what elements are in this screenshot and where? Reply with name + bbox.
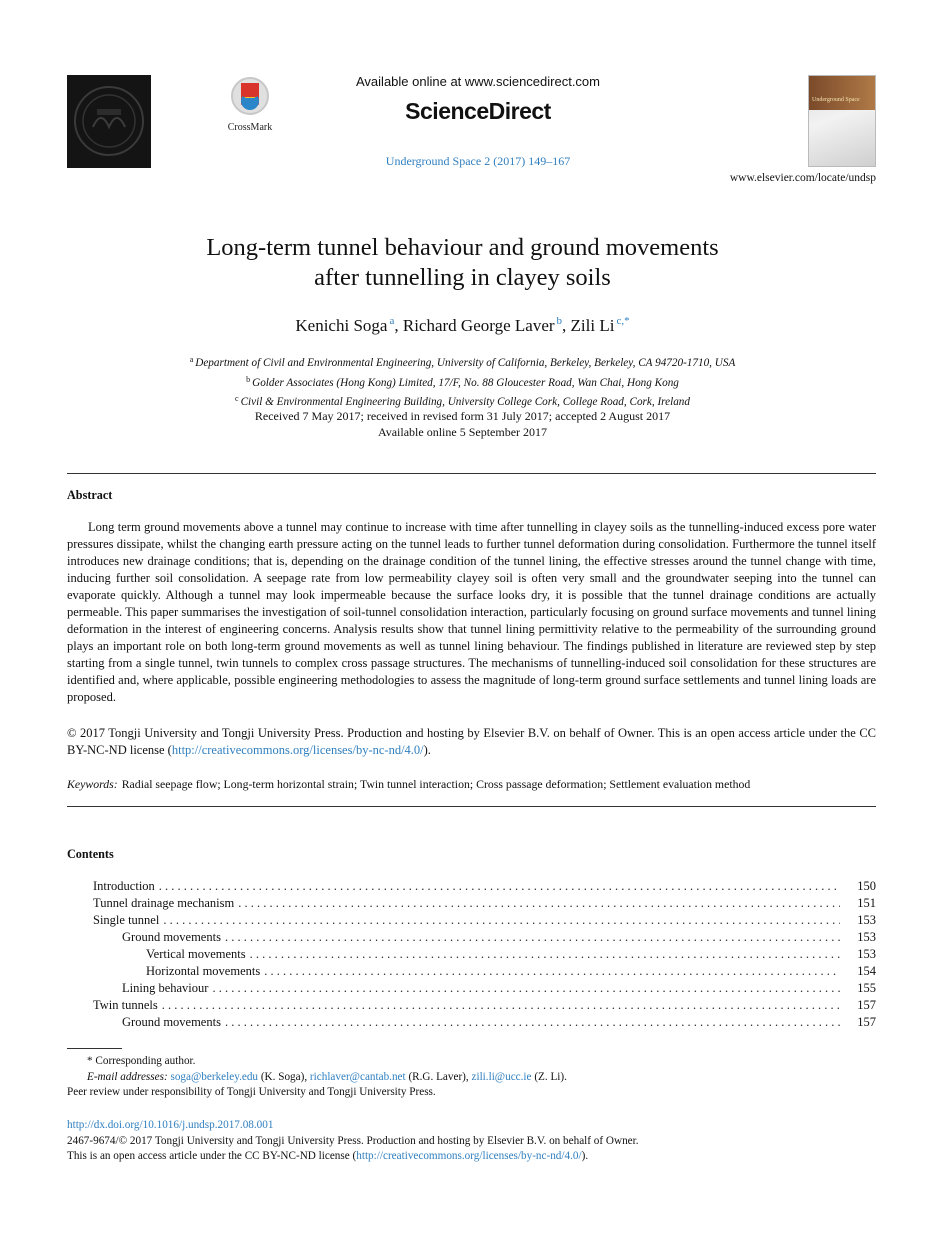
- footnotes: [67, 1054, 876, 1101]
- article-history: [60, 408, 865, 440]
- toc-entry[interactable]: [122, 981, 876, 998]
- divider: [67, 473, 876, 474]
- author-name[interactable]: Kenichi Soga: [295, 316, 388, 335]
- journal-reference-link[interactable]: Underground Space 2 (2017) 149–167: [385, 154, 571, 168]
- email-owner: (K. Soga),: [258, 1070, 310, 1083]
- title-line-2: after tunnelling in clayey soils: [314, 264, 611, 291]
- toc-entry-page: 157: [857, 998, 876, 1012]
- contents-heading: Contents: [67, 847, 114, 861]
- affiliation: [60, 352, 865, 372]
- toc-entry[interactable]: [93, 913, 876, 930]
- email-link[interactable]: richlaver@cantab.net: [309, 1070, 406, 1083]
- toc-leader: [250, 947, 840, 962]
- university-seal-logo: [67, 75, 151, 168]
- author-affiliation-mark[interactable]: b: [556, 315, 563, 327]
- toc-entry-title: Vertical movements: [146, 947, 246, 961]
- open-access-note: [67, 1149, 876, 1165]
- toc-entry-page: 154: [857, 964, 876, 978]
- toc-entry[interactable]: [146, 947, 876, 964]
- email-owner: (Z. Li).: [531, 1070, 567, 1083]
- keywords: [67, 777, 876, 792]
- affiliations: [60, 352, 865, 411]
- email-label: E-mail addresses:: [87, 1070, 168, 1083]
- abstract-heading: Abstract: [67, 488, 113, 502]
- corresponding-author-note: * Corresponding author.: [87, 1055, 196, 1067]
- keywords-label: Keywords:: [67, 777, 118, 791]
- footnote-divider: [67, 1048, 122, 1049]
- toc-entry-title: Ground movements: [122, 1015, 221, 1029]
- toc-entry[interactable]: [93, 879, 876, 896]
- cover-title: Underground Space: [812, 97, 860, 103]
- article-title: [60, 233, 865, 293]
- toc-entry[interactable]: [122, 1015, 876, 1032]
- author-list: [60, 315, 865, 336]
- affiliation-mark: a: [189, 355, 194, 364]
- author-name[interactable]: Zili Li: [570, 316, 615, 335]
- author-separator: ,: [394, 316, 403, 335]
- license-link[interactable]: http://creativecommons.org/licenses/by-nc-nd/4.0/: [356, 1150, 582, 1162]
- toc-entry[interactable]: [93, 998, 876, 1015]
- copyright-suffix: ).: [423, 742, 431, 757]
- toc-leader: [225, 1015, 840, 1030]
- toc-entry[interactable]: [93, 896, 876, 913]
- toc-entry-title: Tunnel drainage mechanism: [93, 896, 235, 910]
- email-owner: (R.G. Laver),: [405, 1070, 472, 1083]
- toc-entry[interactable]: [122, 930, 876, 947]
- received-dates: Received 7 May 2017; received in revised form 31 July 2017; accepted 2 August 2017: [254, 409, 671, 423]
- toc-entry-page: 153: [857, 930, 876, 944]
- elsevier-url[interactable]: www.elsevier.com/locate/undsp: [729, 172, 876, 184]
- email-addresses: [67, 1070, 876, 1086]
- peer-review-note: Peer review under responsibility of Tongji University and Tongji University Press.: [67, 1086, 436, 1098]
- doi-link[interactable]: http://dx.doi.org/10.1016/j.undsp.2017.08.001: [67, 1119, 274, 1131]
- toc-leader: [225, 930, 840, 945]
- author-name[interactable]: Richard George Laver: [402, 316, 555, 335]
- available-online-text: Available online at www.sciencedirect.com: [356, 74, 600, 89]
- copyright-text: © 2017 Tongji University and Tongji University Press. Production and hosting by Elsevier B.V. on behalf of Owner. This is an open access article under the CC BY-NC-ND license (: [67, 726, 876, 757]
- issn-copyright: 2467-9674/© 2017 Tongji University and Tongji University Press. Production and hosting by Elsevier B.V. on behalf of Owner.: [67, 1134, 639, 1147]
- toc-leader: [264, 964, 840, 979]
- toc-leader: [212, 981, 840, 996]
- divider: [67, 806, 876, 807]
- open-access-text: This is an open access article under the CC BY-NC-ND license (: [67, 1150, 357, 1162]
- copyright-notice: [67, 725, 876, 759]
- open-access-suffix: ).: [581, 1150, 589, 1162]
- affiliation-text: Civil & Environmental Engineering Building, University College Cork, College Road, Cork, Ireland: [240, 396, 690, 409]
- toc-entry[interactable]: [146, 964, 876, 981]
- toc-entry-title: Ground movements: [122, 930, 221, 944]
- affiliation: [60, 372, 865, 392]
- toc-leader: [163, 913, 840, 928]
- toc-entry-title: Twin tunnels: [93, 998, 158, 1012]
- affiliation-mark: c: [235, 394, 239, 404]
- crossmark-icon: [230, 76, 270, 116]
- toc-entry-title: Lining behaviour: [122, 981, 209, 995]
- affiliation-text: Department of Civil and Environmental Engineering, University of California, Berkeley, Berkeley, CA 94720-1710, USA: [195, 357, 736, 369]
- title-line-1: Long-term tunnel behaviour and ground movements: [206, 234, 719, 261]
- toc-entry-title: Horizontal movements: [146, 964, 261, 978]
- toc-leader: [159, 879, 840, 894]
- email-link[interactable]: zili.li@ucc.ie: [471, 1070, 532, 1083]
- license-link[interactable]: http://creativecommons.org/licenses/by-nc-nd/4.0/: [171, 742, 424, 757]
- sciencedirect-wordmark[interactable]: ScienceDirect: [405, 98, 551, 124]
- affiliation-text: Golder Associates (Hong Kong) Limited, 17/F, No. 88 Gloucester Road, Wan Chai, Hong Kong: [252, 376, 679, 389]
- abstract-body: Long term ground movements above a tunnel may continue to increase with time after tunnelling in clayey soils as the tunnelling-induced excess pore water pressures dissipate, whilst the changing earth pressure acting on the tunnel leads to further tunnel deformation during consolidation. Furthermore the tunnel itself introduces new drainage conditions; that is, depending on the drainage condition of the tunnel lining, the effective stresses around the tunnel change with time, inducing further soil consolidation. A seepage rate from low permeability clayey soil is often very small and the groundwater seeping into the tunnel can evaporate quickly. Although a tunnel may look impermeable because the surface looks dry, it is possible that the tunnel drainage conditions are actually permeable. This paper summarises the investigation of soil-tunnel consolidation interaction, particularly focusing on ground surface movements and tunnel lining deformation in the interest of engineering concerns. Analysis results show that tunnel lining permittivity relative to the permeability of the surrounding ground plays an important role on both long-term ground movements as well as tunnel lining behaviour. The findings published in literature are reviewed step by step starting from a single tunnel, twin tunnels to complex cross passage structures. The mechanisms of tunnelling-induced soil consolidation for these structures are identified and, where applicable, possible engineering methodologies to assess the magnitude of long-term ground surface settlements and tunnel lining loads are proposed.: [67, 520, 876, 704]
- toc-leader: [162, 998, 840, 1013]
- keywords-text: Radial seepage flow; Long-term horizontal strain; Twin tunnel interaction; Cross passage deformation; Settlement evaluation method: [121, 777, 751, 791]
- toc-entry-title: Introduction: [93, 879, 155, 893]
- toc-entry-title: Single tunnel: [93, 913, 160, 927]
- email-link[interactable]: soga@berkeley.edu: [170, 1070, 259, 1083]
- toc-entry-page: 153: [857, 947, 876, 961]
- crossmark-label: CrossMark: [227, 122, 273, 133]
- cover-band: [809, 76, 875, 110]
- toc-entry-page: 151: [857, 896, 876, 910]
- author-affiliation-mark[interactable]: c,*: [616, 315, 630, 327]
- toc-entry-page: 157: [857, 1015, 876, 1029]
- journal-cover-thumbnail[interactable]: [808, 75, 876, 167]
- publication-info: [67, 1118, 876, 1165]
- toc-leader: [238, 896, 840, 911]
- crossmark-badge[interactable]: [222, 76, 278, 133]
- author-separator: ,: [562, 316, 571, 335]
- available-date: Available online 5 September 2017: [377, 425, 548, 439]
- toc-entry-page: 153: [857, 913, 876, 927]
- affiliation-mark: b: [246, 374, 251, 384]
- toc-entry-page: 150: [857, 879, 876, 893]
- author-affiliation-mark[interactable]: a: [389, 315, 395, 327]
- toc-entry-page: 155: [857, 981, 876, 995]
